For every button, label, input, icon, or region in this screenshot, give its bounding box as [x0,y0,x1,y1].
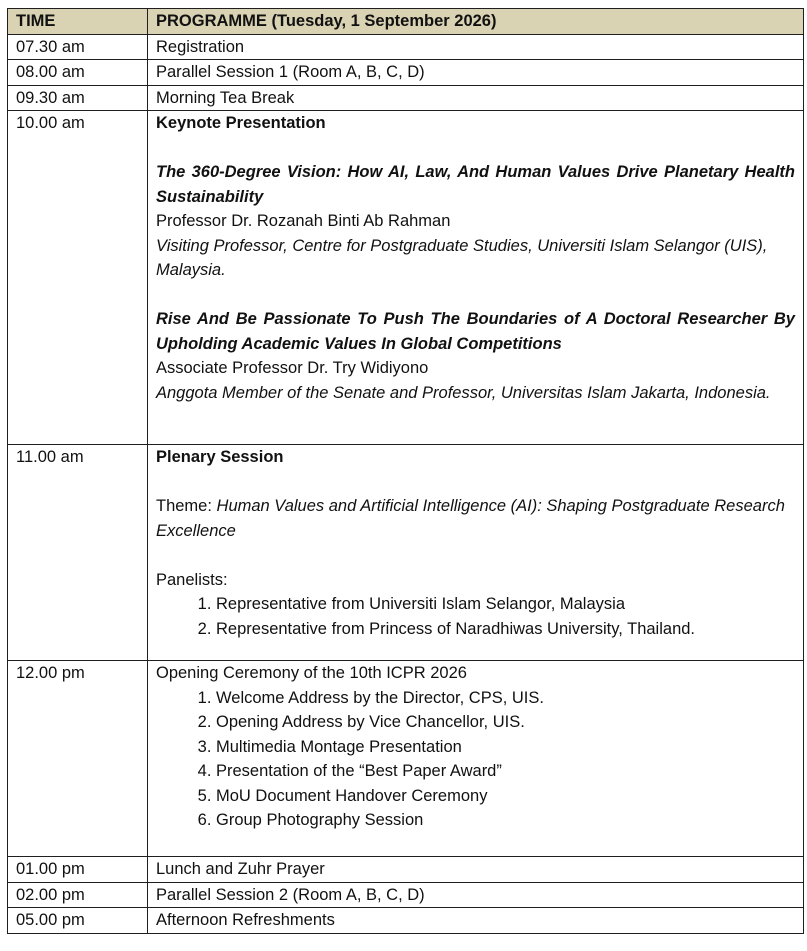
time-cell: 01.00 pm [8,857,148,883]
opening-heading: Opening Ceremony of the 10th ICPR 2026 [156,664,467,682]
list-item: 1. Representative from Universiti Islam Selangor, Malaysia [216,592,795,617]
programme-cell: Registration [148,34,804,60]
programme-cell: Lunch and Zuhr Prayer [148,857,804,883]
time-cell: 09.30 am [8,85,148,111]
talk2-affiliation: Anggota Member of the Senate and Professor, Universitas Islam Jakarta, Indonesia. [156,383,771,402]
plenary-heading: Plenary Session [156,448,284,466]
plenary-theme [156,494,795,543]
talk2-title: Rise And Be Passionate To Push The Boundaries of A Doctoral Researcher By Upholding Academic Values In Global Competitions [156,310,795,353]
panelists-label: Panelists: [156,570,228,589]
programme-cell: Parallel Session 2 (Room A, B, C, D) [148,882,804,908]
time-header: TIME [8,9,148,35]
programme-table [7,8,804,934]
programme-cell: Afternoon Refreshments [148,908,804,934]
keynote-cell [148,111,804,445]
table-row [8,60,804,86]
keynote-heading: Keynote Presentation [156,114,326,132]
programme-cell: Morning Tea Break [148,85,804,111]
programme-cell: Parallel Session 1 (Room A, B, C, D) [148,60,804,86]
time-cell: 11.00 am [8,445,148,661]
time-cell: 12.00 pm [8,661,148,857]
talk1-affiliation: Visiting Professor, Centre for Postgraduate Studies, Universiti Islam Selangor (UIS), Malaysia. [156,236,768,279]
time-cell: 10.00 am [8,111,148,445]
plenary-cell [148,445,804,661]
programme-header: PROGRAMME (Tuesday, 1 September 2026) [148,9,804,35]
table-row [8,908,804,934]
talk2-speaker: Associate Professor Dr. Try Widiyono [156,359,429,377]
list-item: 5. MoU Document Handover Ceremony [216,784,795,809]
time-cell: 08.00 am [8,60,148,86]
opening-cell [148,661,804,857]
talk1-title: The 360-Degree Vision: How AI, Law, And Human Values Drive Planetary Health Sustainability [156,163,795,206]
theme-label: Theme: [156,497,217,515]
table-row [8,857,804,883]
header-row [8,9,804,35]
panelists-list [156,592,795,641]
time-cell: 02.00 pm [8,882,148,908]
plenary-row [8,445,804,661]
time-cell: 05.00 pm [8,908,148,934]
list-item: 3. Multimedia Montage Presentation [216,735,795,760]
table-row [8,85,804,111]
talk1-speaker: Professor Dr. Rozanah Binti Ab Rahman [156,212,451,230]
opening-list [156,686,795,833]
list-item: 4. Presentation of the “Best Paper Award” [216,759,795,784]
list-item: 1. Welcome Address by the Director, CPS, UIS. [216,686,795,711]
time-cell: 07.30 am [8,34,148,60]
keynote-row [8,111,804,445]
list-item: 2. Representative from Princess of Naradhiwas University, Thailand. [216,617,795,642]
list-item: 2. Opening Address by Vice Chancellor, UIS. [216,710,795,735]
opening-row [8,661,804,857]
theme-text: Human Values and Artificial Intelligence (AI): Shaping Postgraduate Research Excellence [156,497,785,540]
table-row [8,882,804,908]
list-item: 6. Group Photography Session [216,808,795,833]
table-row [8,34,804,60]
